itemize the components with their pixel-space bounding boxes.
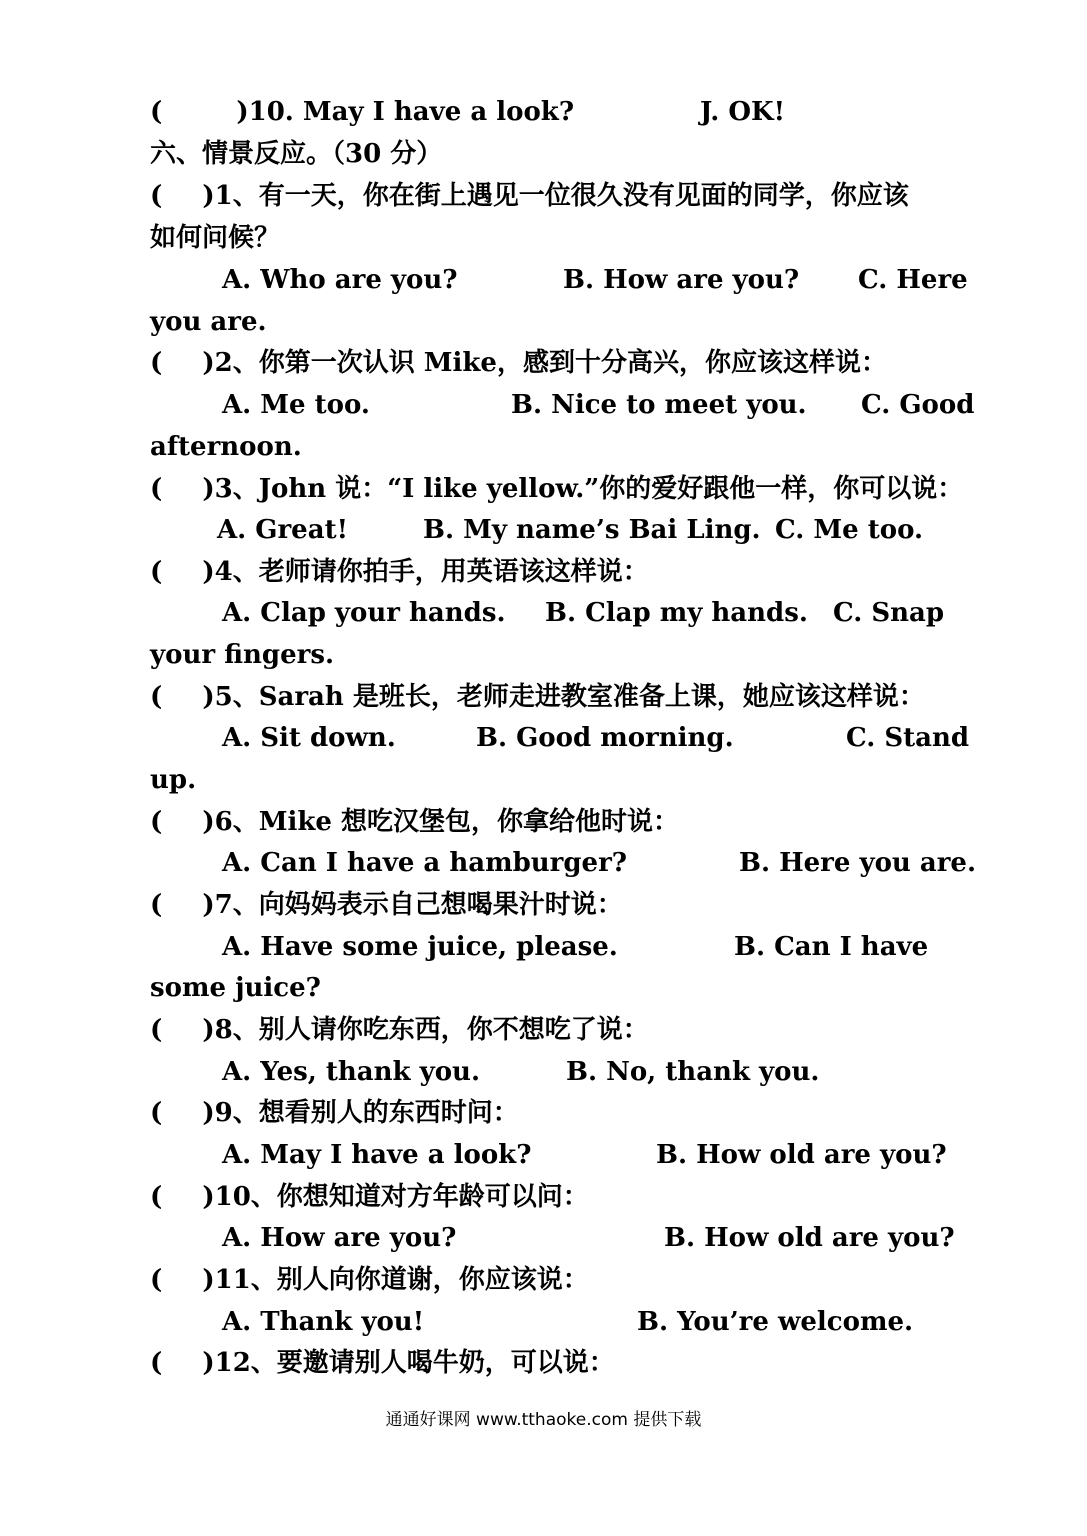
option-c-cont: up. [150, 765, 197, 795]
option-b: B. Here you are. [739, 848, 977, 878]
question-text: )1、有一天，你在街上遇见一位很久没有见面的同学，你应该 [202, 181, 909, 211]
section-title: 六、情景反应。（30 分） [150, 139, 443, 169]
option-b: B. My name’s Bai Ling. [423, 515, 761, 545]
option-a: A. Sit down. [222, 723, 396, 753]
matching-answer: J. OK! [700, 97, 786, 127]
option-a: A. How are you? [222, 1223, 457, 1253]
option-a: A. Clap your hands. [222, 598, 506, 628]
question-text: )11、别人向你道谢，你应该说： [202, 1265, 589, 1295]
question-text: )10、你想知道对方年龄可以问： [202, 1182, 589, 1212]
answer-paren: ( [150, 1348, 163, 1378]
option-b: B. Clap my hands. [545, 598, 808, 628]
question-text: )8、别人请你吃东西，你不想吃了说： [202, 1015, 649, 1045]
option-c-cont: you are. [150, 307, 267, 337]
answer-paren: ( [150, 557, 163, 587]
question-7-stem [150, 889, 623, 921]
question-11-stem [150, 1264, 589, 1296]
option-b: B. How old are you? [664, 1223, 955, 1253]
option-b-cont: some juice? [150, 973, 321, 1003]
answer-paren: ( [150, 1098, 163, 1128]
option-a: A. Great! [217, 515, 348, 545]
page-footer: 通通好课网 www.tthaoke.com 提供下载 [385, 1410, 702, 1430]
question-text: )7、向妈妈表示自己想喝果汁时说： [202, 890, 623, 920]
question-text: )5、Sarah 是班长，老师走进教室准备上课，她应该这样说： [202, 682, 925, 712]
option-c: C. Good [861, 390, 975, 420]
answer-paren: ( [150, 181, 163, 211]
question-1-stem-cont: 如何问候？ [150, 223, 281, 253]
option-a: A. Have some juice, please. [222, 932, 618, 962]
answer-paren: ( [150, 474, 163, 504]
option-b: B. Nice to meet you. [511, 390, 807, 420]
question-text: )10. May I have a look? [236, 97, 575, 127]
option-a: A. Yes, thank you. [222, 1057, 480, 1087]
question-text: )2、你第一次认识 Mike，感到十分高兴，你应该这样说： [202, 348, 887, 378]
question-text: )6、Mike 想吃汉堡包，你拿给他时说： [202, 807, 679, 837]
option-a: A. May I have a look? [222, 1140, 532, 1170]
option-a: A. Who are you? [222, 265, 458, 295]
answer-paren: ( [150, 682, 163, 712]
question-2-stem [150, 347, 887, 379]
question-4-stem [150, 556, 649, 588]
question-5-stem [150, 681, 925, 713]
answer-paren: ( [150, 1265, 163, 1295]
question-1-stem [150, 180, 909, 212]
question-10-matching [150, 96, 574, 128]
option-c: C. Snap [833, 598, 945, 628]
question-8-stem [150, 1014, 649, 1046]
question-3-stem [150, 473, 963, 505]
option-a: A. Can I have a hamburger? [222, 848, 628, 878]
option-b: B. How old are you? [656, 1140, 947, 1170]
question-text: )4、老师请你拍手，用英语该这样说： [202, 557, 649, 587]
option-c: C. Me too. [775, 515, 924, 545]
option-b: B. Good morning. [476, 723, 734, 753]
option-b: B. How are you? [563, 265, 800, 295]
option-b: B. No, thank you. [566, 1057, 820, 1087]
answer-paren: ( [150, 890, 163, 920]
option-a: A. Me too. [222, 390, 370, 420]
question-text: )12、要邀请别人喝牛奶，可以说： [202, 1348, 615, 1378]
answer-paren: ( [150, 807, 163, 837]
option-b: B. You’re welcome. [637, 1307, 914, 1337]
answer-paren: ( [150, 348, 163, 378]
answer-paren: ( [150, 1182, 163, 1212]
answer-paren: ( [150, 97, 163, 127]
question-text: )3、John 说：“I like yellow.”你的爱好跟他一样，你可以说： [202, 474, 964, 504]
option-c: C. Stand [846, 723, 970, 753]
question-10-stem [150, 1181, 589, 1213]
answer-paren: ( [150, 1015, 163, 1045]
question-9-stem [150, 1097, 519, 1129]
question-12-stem [150, 1347, 615, 1379]
question-6-stem [150, 806, 679, 838]
option-c-cont: afternoon. [150, 432, 302, 462]
option-c-cont: your fingers. [150, 640, 335, 670]
option-b: B. Can I have [734, 932, 929, 962]
option-a: A. Thank you! [222, 1307, 425, 1337]
option-c: C. Here [858, 265, 968, 295]
question-text: )9、想看别人的东西时问： [202, 1098, 519, 1128]
